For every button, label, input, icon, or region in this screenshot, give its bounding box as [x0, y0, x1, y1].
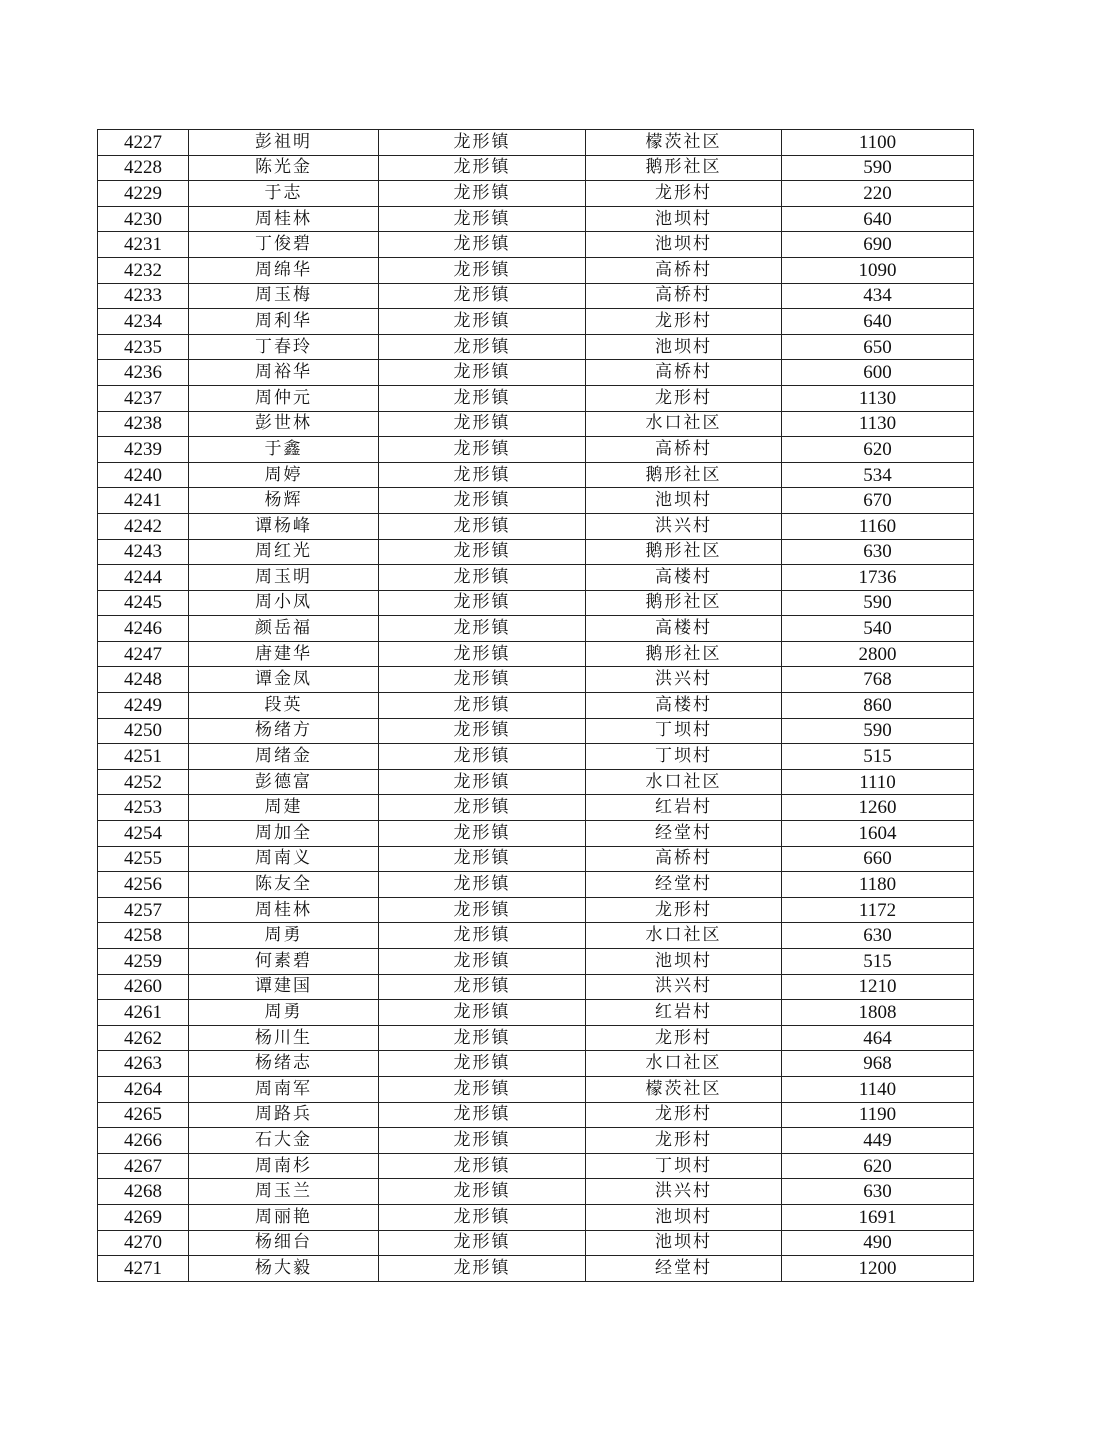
village-cell: 丁坝村: [586, 1153, 782, 1179]
table-row: [98, 1051, 974, 1077]
table-row: [98, 181, 974, 207]
town-cell: 龙形镇: [379, 462, 586, 488]
town-cell: 龙形镇: [379, 1179, 586, 1205]
table-row: [98, 1153, 974, 1179]
row-index-cell: 4246: [98, 616, 189, 642]
town-cell: 龙形镇: [379, 232, 586, 258]
table-row: [98, 923, 974, 949]
amount-cell: 1100: [782, 130, 974, 156]
row-index-cell: 4262: [98, 1025, 189, 1051]
town-cell: 龙形镇: [379, 1128, 586, 1154]
town-cell: 龙形镇: [379, 667, 586, 693]
village-cell: 龙形村: [586, 1102, 782, 1128]
village-cell: 红岩村: [586, 795, 782, 821]
table-row: [98, 411, 974, 437]
table-row: [98, 846, 974, 872]
village-cell: 龙形村: [586, 1128, 782, 1154]
town-cell: 龙形镇: [379, 283, 586, 309]
amount-cell: 670: [782, 488, 974, 514]
table-row: [98, 718, 974, 744]
town-cell: 龙形镇: [379, 206, 586, 232]
village-cell: 檬茨社区: [586, 130, 782, 156]
name-cell: 彭世林: [189, 411, 379, 437]
table-row: [98, 897, 974, 923]
town-cell: 龙形镇: [379, 411, 586, 437]
row-index-cell: 4256: [98, 872, 189, 898]
village-cell: 水口社区: [586, 769, 782, 795]
table-row: [98, 1076, 974, 1102]
town-cell: 龙形镇: [379, 334, 586, 360]
table-row: [98, 872, 974, 898]
row-index-cell: 4230: [98, 206, 189, 232]
table-row: [98, 437, 974, 463]
amount-cell: 1130: [782, 385, 974, 411]
table-row: [98, 795, 974, 821]
name-cell: 周桂林: [189, 897, 379, 923]
row-index-cell: 4250: [98, 718, 189, 744]
town-cell: 龙形镇: [379, 1230, 586, 1256]
amount-cell: 600: [782, 360, 974, 386]
name-cell: 周桂林: [189, 206, 379, 232]
town-cell: 龙形镇: [379, 1204, 586, 1230]
row-index-cell: 4244: [98, 565, 189, 591]
town-cell: 龙形镇: [379, 795, 586, 821]
row-index-cell: 4237: [98, 385, 189, 411]
village-cell: 高桥村: [586, 846, 782, 872]
row-index-cell: 4231: [98, 232, 189, 258]
row-index-cell: 4251: [98, 744, 189, 770]
amount-cell: 534: [782, 462, 974, 488]
amount-cell: 1210: [782, 974, 974, 1000]
name-cell: 杨绪志: [189, 1051, 379, 1077]
table-row: [98, 309, 974, 335]
table-row: [98, 693, 974, 719]
amount-cell: 1110: [782, 769, 974, 795]
name-cell: 周绵华: [189, 257, 379, 283]
town-cell: 龙形镇: [379, 1256, 586, 1282]
name-cell: 周婷: [189, 462, 379, 488]
row-index-cell: 4233: [98, 283, 189, 309]
table-row: [98, 1256, 974, 1282]
amount-cell: 1160: [782, 513, 974, 539]
town-cell: 龙形镇: [379, 309, 586, 335]
table-row: [98, 1025, 974, 1051]
village-cell: 龙形村: [586, 181, 782, 207]
name-cell: 石大金: [189, 1128, 379, 1154]
table-row: [98, 1128, 974, 1154]
town-cell: 龙形镇: [379, 488, 586, 514]
row-index-cell: 4234: [98, 309, 189, 335]
row-index-cell: 4255: [98, 846, 189, 872]
table-row: [98, 1000, 974, 1026]
village-cell: 水口社区: [586, 411, 782, 437]
town-cell: 龙形镇: [379, 769, 586, 795]
row-index-cell: 4264: [98, 1076, 189, 1102]
name-cell: 何素碧: [189, 949, 379, 975]
village-cell: 池坝村: [586, 1230, 782, 1256]
row-index-cell: 4259: [98, 949, 189, 975]
amount-cell: 650: [782, 334, 974, 360]
town-cell: 龙形镇: [379, 846, 586, 872]
town-cell: 龙形镇: [379, 744, 586, 770]
amount-cell: 1130: [782, 411, 974, 437]
village-cell: 池坝村: [586, 206, 782, 232]
table-row: [98, 949, 974, 975]
name-cell: 周勇: [189, 923, 379, 949]
amount-cell: 1180: [782, 872, 974, 898]
town-cell: 龙形镇: [379, 821, 586, 847]
town-cell: 龙形镇: [379, 181, 586, 207]
town-cell: 龙形镇: [379, 949, 586, 975]
village-cell: 经堂村: [586, 821, 782, 847]
town-cell: 龙形镇: [379, 718, 586, 744]
town-cell: 龙形镇: [379, 437, 586, 463]
table-row: [98, 206, 974, 232]
row-index-cell: 4249: [98, 693, 189, 719]
row-index-cell: 4245: [98, 590, 189, 616]
amount-cell: 768: [782, 667, 974, 693]
table-row: [98, 257, 974, 283]
amount-cell: 630: [782, 1179, 974, 1205]
row-index-cell: 4247: [98, 641, 189, 667]
table-row: [98, 565, 974, 591]
row-index-cell: 4260: [98, 974, 189, 1000]
name-cell: 彭德富: [189, 769, 379, 795]
amount-cell: 1190: [782, 1102, 974, 1128]
row-index-cell: 4266: [98, 1128, 189, 1154]
village-cell: 洪兴村: [586, 513, 782, 539]
name-cell: 谭金凤: [189, 667, 379, 693]
town-cell: 龙形镇: [379, 590, 586, 616]
row-index-cell: 4268: [98, 1179, 189, 1205]
amount-cell: 630: [782, 923, 974, 949]
amount-cell: 515: [782, 744, 974, 770]
table-row: [98, 769, 974, 795]
village-cell: 高楼村: [586, 616, 782, 642]
amount-cell: 590: [782, 155, 974, 181]
town-cell: 龙形镇: [379, 693, 586, 719]
village-cell: 水口社区: [586, 1051, 782, 1077]
village-cell: 丁坝村: [586, 744, 782, 770]
village-cell: 高楼村: [586, 565, 782, 591]
amount-cell: 630: [782, 539, 974, 565]
amount-cell: 464: [782, 1025, 974, 1051]
amount-cell: 540: [782, 616, 974, 642]
amount-cell: 1808: [782, 1000, 974, 1026]
town-cell: 龙形镇: [379, 1000, 586, 1026]
name-cell: 谭杨峰: [189, 513, 379, 539]
amount-cell: 1260: [782, 795, 974, 821]
row-index-cell: 4232: [98, 257, 189, 283]
village-cell: 高楼村: [586, 693, 782, 719]
name-cell: 周玉明: [189, 565, 379, 591]
name-cell: 杨绪方: [189, 718, 379, 744]
name-cell: 周仲元: [189, 385, 379, 411]
table-row: [98, 974, 974, 1000]
name-cell: 于鑫: [189, 437, 379, 463]
name-cell: 于志: [189, 181, 379, 207]
village-cell: 池坝村: [586, 949, 782, 975]
row-index-cell: 4243: [98, 539, 189, 565]
amount-cell: 640: [782, 309, 974, 335]
village-cell: 红岩村: [586, 1000, 782, 1026]
name-cell: 彭祖明: [189, 130, 379, 156]
town-cell: 龙形镇: [379, 1051, 586, 1077]
village-cell: 经堂村: [586, 872, 782, 898]
amount-cell: 2800: [782, 641, 974, 667]
village-cell: 龙形村: [586, 309, 782, 335]
table-row: [98, 334, 974, 360]
table-row: [98, 385, 974, 411]
amount-cell: 220: [782, 181, 974, 207]
row-index-cell: 4228: [98, 155, 189, 181]
village-cell: 高桥村: [586, 257, 782, 283]
amount-cell: 434: [782, 283, 974, 309]
row-index-cell: 4252: [98, 769, 189, 795]
row-index-cell: 4253: [98, 795, 189, 821]
amount-cell: 1736: [782, 565, 974, 591]
village-cell: 高桥村: [586, 360, 782, 386]
name-cell: 周玉梅: [189, 283, 379, 309]
amount-cell: 1691: [782, 1204, 974, 1230]
amount-cell: 515: [782, 949, 974, 975]
village-cell: 池坝村: [586, 232, 782, 258]
name-cell: 杨细台: [189, 1230, 379, 1256]
table-row: [98, 744, 974, 770]
amount-cell: 640: [782, 206, 974, 232]
town-cell: 龙形镇: [379, 513, 586, 539]
amount-cell: 1172: [782, 897, 974, 923]
town-cell: 龙形镇: [379, 257, 586, 283]
table-row: [98, 1230, 974, 1256]
name-cell: 段英: [189, 693, 379, 719]
amount-cell: 1604: [782, 821, 974, 847]
amount-cell: 620: [782, 437, 974, 463]
row-index-cell: 4267: [98, 1153, 189, 1179]
town-cell: 龙形镇: [379, 1102, 586, 1128]
village-cell: 洪兴村: [586, 1179, 782, 1205]
amount-cell: 860: [782, 693, 974, 719]
row-index-cell: 4270: [98, 1230, 189, 1256]
data-table: [97, 129, 974, 1282]
table-row: [98, 1204, 974, 1230]
town-cell: 龙形镇: [379, 539, 586, 565]
table-row: [98, 616, 974, 642]
table-row: [98, 667, 974, 693]
name-cell: 颜岳福: [189, 616, 379, 642]
row-index-cell: 4242: [98, 513, 189, 539]
name-cell: 谭建国: [189, 974, 379, 1000]
table-body: [98, 130, 974, 1282]
row-index-cell: 4235: [98, 334, 189, 360]
name-cell: 周绪金: [189, 744, 379, 770]
amount-cell: 590: [782, 718, 974, 744]
village-cell: 池坝村: [586, 488, 782, 514]
row-index-cell: 4241: [98, 488, 189, 514]
table-row: [98, 488, 974, 514]
name-cell: 周南军: [189, 1076, 379, 1102]
village-cell: 鹅形社区: [586, 155, 782, 181]
village-cell: 龙形村: [586, 897, 782, 923]
amount-cell: 1140: [782, 1076, 974, 1102]
row-index-cell: 4236: [98, 360, 189, 386]
village-cell: 高桥村: [586, 283, 782, 309]
table-row: [98, 539, 974, 565]
town-cell: 龙形镇: [379, 1025, 586, 1051]
town-cell: 龙形镇: [379, 565, 586, 591]
row-index-cell: 4239: [98, 437, 189, 463]
name-cell: 周勇: [189, 1000, 379, 1026]
village-cell: 龙形村: [586, 1025, 782, 1051]
town-cell: 龙形镇: [379, 897, 586, 923]
town-cell: 龙形镇: [379, 385, 586, 411]
row-index-cell: 4269: [98, 1204, 189, 1230]
town-cell: 龙形镇: [379, 974, 586, 1000]
village-cell: 水口社区: [586, 923, 782, 949]
village-cell: 经堂村: [586, 1256, 782, 1282]
name-cell: 杨辉: [189, 488, 379, 514]
name-cell: 周利华: [189, 309, 379, 335]
town-cell: 龙形镇: [379, 616, 586, 642]
name-cell: 周路兵: [189, 1102, 379, 1128]
name-cell: 周建: [189, 795, 379, 821]
table-row: [98, 590, 974, 616]
row-index-cell: 4254: [98, 821, 189, 847]
town-cell: 龙形镇: [379, 1153, 586, 1179]
table-row: [98, 1179, 974, 1205]
row-index-cell: 4263: [98, 1051, 189, 1077]
town-cell: 龙形镇: [379, 1076, 586, 1102]
name-cell: 杨川生: [189, 1025, 379, 1051]
town-cell: 龙形镇: [379, 641, 586, 667]
name-cell: 周红光: [189, 539, 379, 565]
village-cell: 高桥村: [586, 437, 782, 463]
amount-cell: 690: [782, 232, 974, 258]
row-index-cell: 4258: [98, 923, 189, 949]
village-cell: 檬茨社区: [586, 1076, 782, 1102]
row-index-cell: 4248: [98, 667, 189, 693]
table-row: [98, 821, 974, 847]
name-cell: 周玉兰: [189, 1179, 379, 1205]
table-row: [98, 155, 974, 181]
table-row: [98, 641, 974, 667]
town-cell: 龙形镇: [379, 155, 586, 181]
amount-cell: 968: [782, 1051, 974, 1077]
table-row: [98, 513, 974, 539]
name-cell: 周小凤: [189, 590, 379, 616]
row-index-cell: 4261: [98, 1000, 189, 1026]
name-cell: 周南义: [189, 846, 379, 872]
village-cell: 池坝村: [586, 1204, 782, 1230]
row-index-cell: 4265: [98, 1102, 189, 1128]
row-index-cell: 4257: [98, 897, 189, 923]
name-cell: 周加全: [189, 821, 379, 847]
village-cell: 池坝村: [586, 334, 782, 360]
name-cell: 周裕华: [189, 360, 379, 386]
village-cell: 丁坝村: [586, 718, 782, 744]
name-cell: 丁春玲: [189, 334, 379, 360]
town-cell: 龙形镇: [379, 923, 586, 949]
village-cell: 洪兴村: [586, 667, 782, 693]
name-cell: 陈友全: [189, 872, 379, 898]
town-cell: 龙形镇: [379, 872, 586, 898]
name-cell: 周丽艳: [189, 1204, 379, 1230]
row-index-cell: 4271: [98, 1256, 189, 1282]
row-index-cell: 4227: [98, 130, 189, 156]
village-cell: 鹅形社区: [586, 641, 782, 667]
name-cell: 周南杉: [189, 1153, 379, 1179]
row-index-cell: 4238: [98, 411, 189, 437]
table-row: [98, 232, 974, 258]
amount-cell: 620: [782, 1153, 974, 1179]
name-cell: 杨大毅: [189, 1256, 379, 1282]
amount-cell: 660: [782, 846, 974, 872]
amount-cell: 1200: [782, 1256, 974, 1282]
village-cell: 鹅形社区: [586, 590, 782, 616]
amount-cell: 590: [782, 590, 974, 616]
name-cell: 唐建华: [189, 641, 379, 667]
village-cell: 洪兴村: [586, 974, 782, 1000]
table-row: [98, 462, 974, 488]
village-cell: 龙形村: [586, 385, 782, 411]
table-row: [98, 130, 974, 156]
row-index-cell: 4240: [98, 462, 189, 488]
amount-cell: 449: [782, 1128, 974, 1154]
name-cell: 丁俊碧: [189, 232, 379, 258]
table-row: [98, 360, 974, 386]
table-row: [98, 1102, 974, 1128]
row-index-cell: 4229: [98, 181, 189, 207]
town-cell: 龙形镇: [379, 130, 586, 156]
amount-cell: 490: [782, 1230, 974, 1256]
town-cell: 龙形镇: [379, 360, 586, 386]
table-row: [98, 283, 974, 309]
name-cell: 陈光金: [189, 155, 379, 181]
village-cell: 鹅形社区: [586, 539, 782, 565]
village-cell: 鹅形社区: [586, 462, 782, 488]
amount-cell: 1090: [782, 257, 974, 283]
